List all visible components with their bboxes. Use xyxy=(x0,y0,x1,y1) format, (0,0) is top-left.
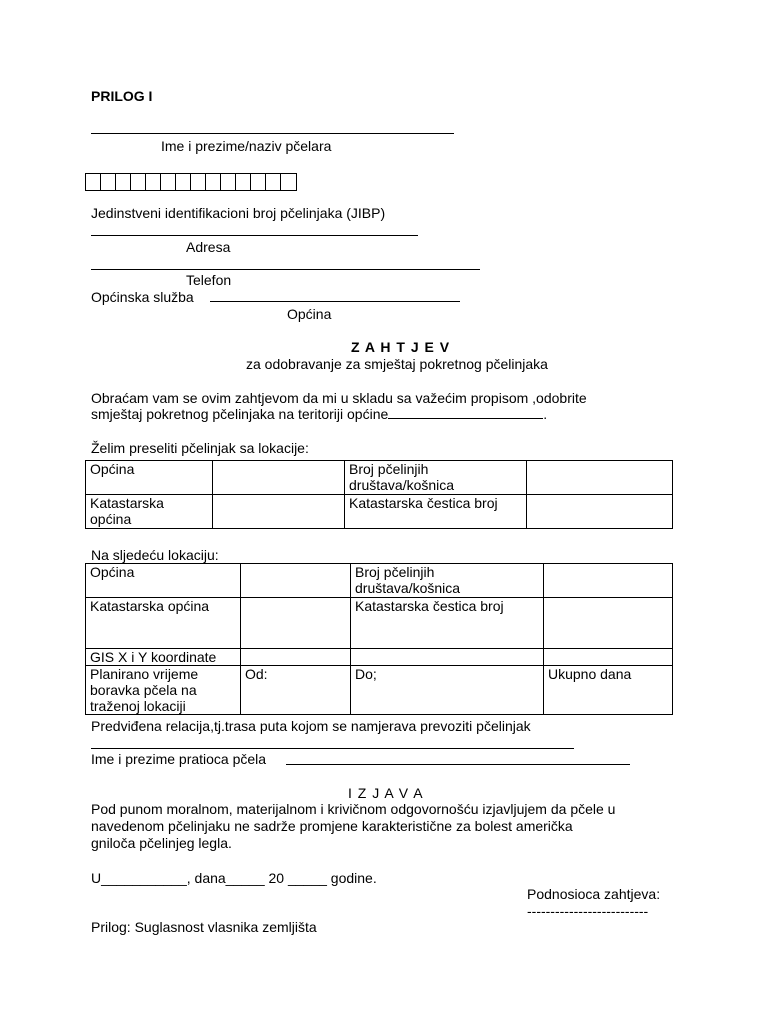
gis-label: GIS X i Y koordinate xyxy=(86,649,241,666)
jibp-digit-box[interactable] xyxy=(131,174,146,190)
to-heading: Na sljedeću lokaciju: xyxy=(91,547,219,563)
phone-input-line[interactable] xyxy=(91,269,480,270)
municipality-label: Općina xyxy=(287,306,332,322)
jibp-digit-box[interactable] xyxy=(281,174,296,190)
total-days-field[interactable]: Ukupno dana xyxy=(544,666,673,715)
name-input-line[interactable] xyxy=(91,133,454,134)
planned-stay-label: Planirano vrijeme boravka pčela na traženoj lokaciji xyxy=(86,666,241,715)
from-municipality-label: Općina xyxy=(86,461,213,495)
request-subtitle: za odobravanje za smještaj pokretnog pčelinjaka xyxy=(246,356,548,372)
to-hives-label: Broj pčelinjih društava/košnica xyxy=(351,564,544,598)
gis-value-x[interactable] xyxy=(241,649,351,666)
route-label: Predviđena relacija,tj.trasa puta kojom se namjerava prevoziti pčelinjak xyxy=(91,718,531,734)
from-parcel-value[interactable] xyxy=(527,495,673,529)
to-municipality-label: Općina xyxy=(86,564,241,598)
attachment-note: Prilog: Suglasnost vlasnika zemljišta xyxy=(91,919,317,935)
statement-line1: Pod punom moralnom, materijalnom i krivičnom odgovornošću izjavljujem da pčele u xyxy=(91,801,616,817)
signature-line[interactable]: -------------------------- xyxy=(527,903,649,919)
date-line[interactable]: U___________, dana_____ 20 _____ godine. xyxy=(91,870,377,886)
to-parcel-label: Katastarska čestica broj xyxy=(351,598,544,649)
name-label: Ime i prezime/naziv pčelara xyxy=(161,138,332,154)
jibp-digit-box[interactable] xyxy=(101,174,116,190)
statement-title: I Z J A V A xyxy=(348,785,424,801)
jibp-digit-box[interactable] xyxy=(266,174,281,190)
to-location-table xyxy=(85,563,673,715)
request-title: Z A H T J E V xyxy=(351,339,451,355)
phone-label: Telefon xyxy=(186,272,232,288)
jibp-digit-box[interactable] xyxy=(176,174,191,190)
escort-label: Ime i prezime pratioca pčela xyxy=(91,751,267,767)
jibp-boxes[interactable] xyxy=(85,173,297,191)
escort-input-line[interactable] xyxy=(286,764,630,765)
stay-from-field[interactable]: Od: xyxy=(241,666,351,715)
jibp-digit-box[interactable] xyxy=(161,174,176,190)
statement-line2: navedenom pčelinjaku ne sadrže promjene karakteristične za bolest američka xyxy=(91,818,573,834)
jibp-digit-box[interactable] xyxy=(191,174,206,190)
to-parcel-value[interactable] xyxy=(544,598,673,649)
route-input-line[interactable] xyxy=(91,748,574,749)
to-cadastral-value[interactable] xyxy=(241,598,351,649)
request-body-line2 xyxy=(91,406,547,422)
jibp-digit-box[interactable] xyxy=(236,174,251,190)
statement-line3: gniloča pčelinjeg legla. xyxy=(91,835,232,851)
jibp-digit-box[interactable] xyxy=(206,174,221,190)
gis-value-y[interactable] xyxy=(351,649,544,666)
service-input-line[interactable] xyxy=(210,301,460,302)
jibp-digit-box[interactable] xyxy=(116,174,131,190)
from-municipality-value[interactable] xyxy=(213,461,345,495)
from-cadastral-value[interactable] xyxy=(213,495,345,529)
address-label: Adresa xyxy=(186,239,231,255)
request-body-line1: Obraćam vam se ovim zahtjevom da mi u skladu sa važećim propisom ,odobrite xyxy=(91,390,587,406)
to-municipality-value[interactable] xyxy=(241,564,351,598)
jibp-label: Jedinstveni identifikacioni broj pčelinjaka (JIBP) xyxy=(91,205,386,221)
from-location-table xyxy=(85,460,673,529)
to-cadastral-label: Katastarska općina xyxy=(86,598,241,649)
from-parcel-label: Katastarska čestica broj xyxy=(345,495,527,529)
annex-title: PRILOG I xyxy=(91,88,153,104)
jibp-digit-box[interactable] xyxy=(86,174,101,190)
request-body-text: smještaj pokretnog pčelinjaka na teritoriji općine xyxy=(91,406,389,422)
stay-to-field[interactable]: Do; xyxy=(351,666,544,715)
from-cadastral-label: Katastarska općina xyxy=(86,495,213,529)
from-hives-value[interactable] xyxy=(527,461,673,495)
from-hives-label: Broj pčelinjih društava/košnica xyxy=(345,461,527,495)
gis-value-extra[interactable] xyxy=(544,649,673,666)
applicant-label: Podnosioca zahtjeva: xyxy=(527,886,661,902)
jibp-digit-box[interactable] xyxy=(221,174,236,190)
service-label: Općinska služba xyxy=(91,289,194,305)
jibp-digit-box[interactable] xyxy=(251,174,266,190)
jibp-digit-box[interactable] xyxy=(146,174,161,190)
address-input-line[interactable] xyxy=(91,235,418,236)
to-hives-value[interactable] xyxy=(544,564,673,598)
request-body-end: . xyxy=(543,406,548,422)
municipality-blank[interactable] xyxy=(388,406,543,419)
from-heading: Želim preseliti pčelinjak sa lokacije: xyxy=(91,440,309,456)
